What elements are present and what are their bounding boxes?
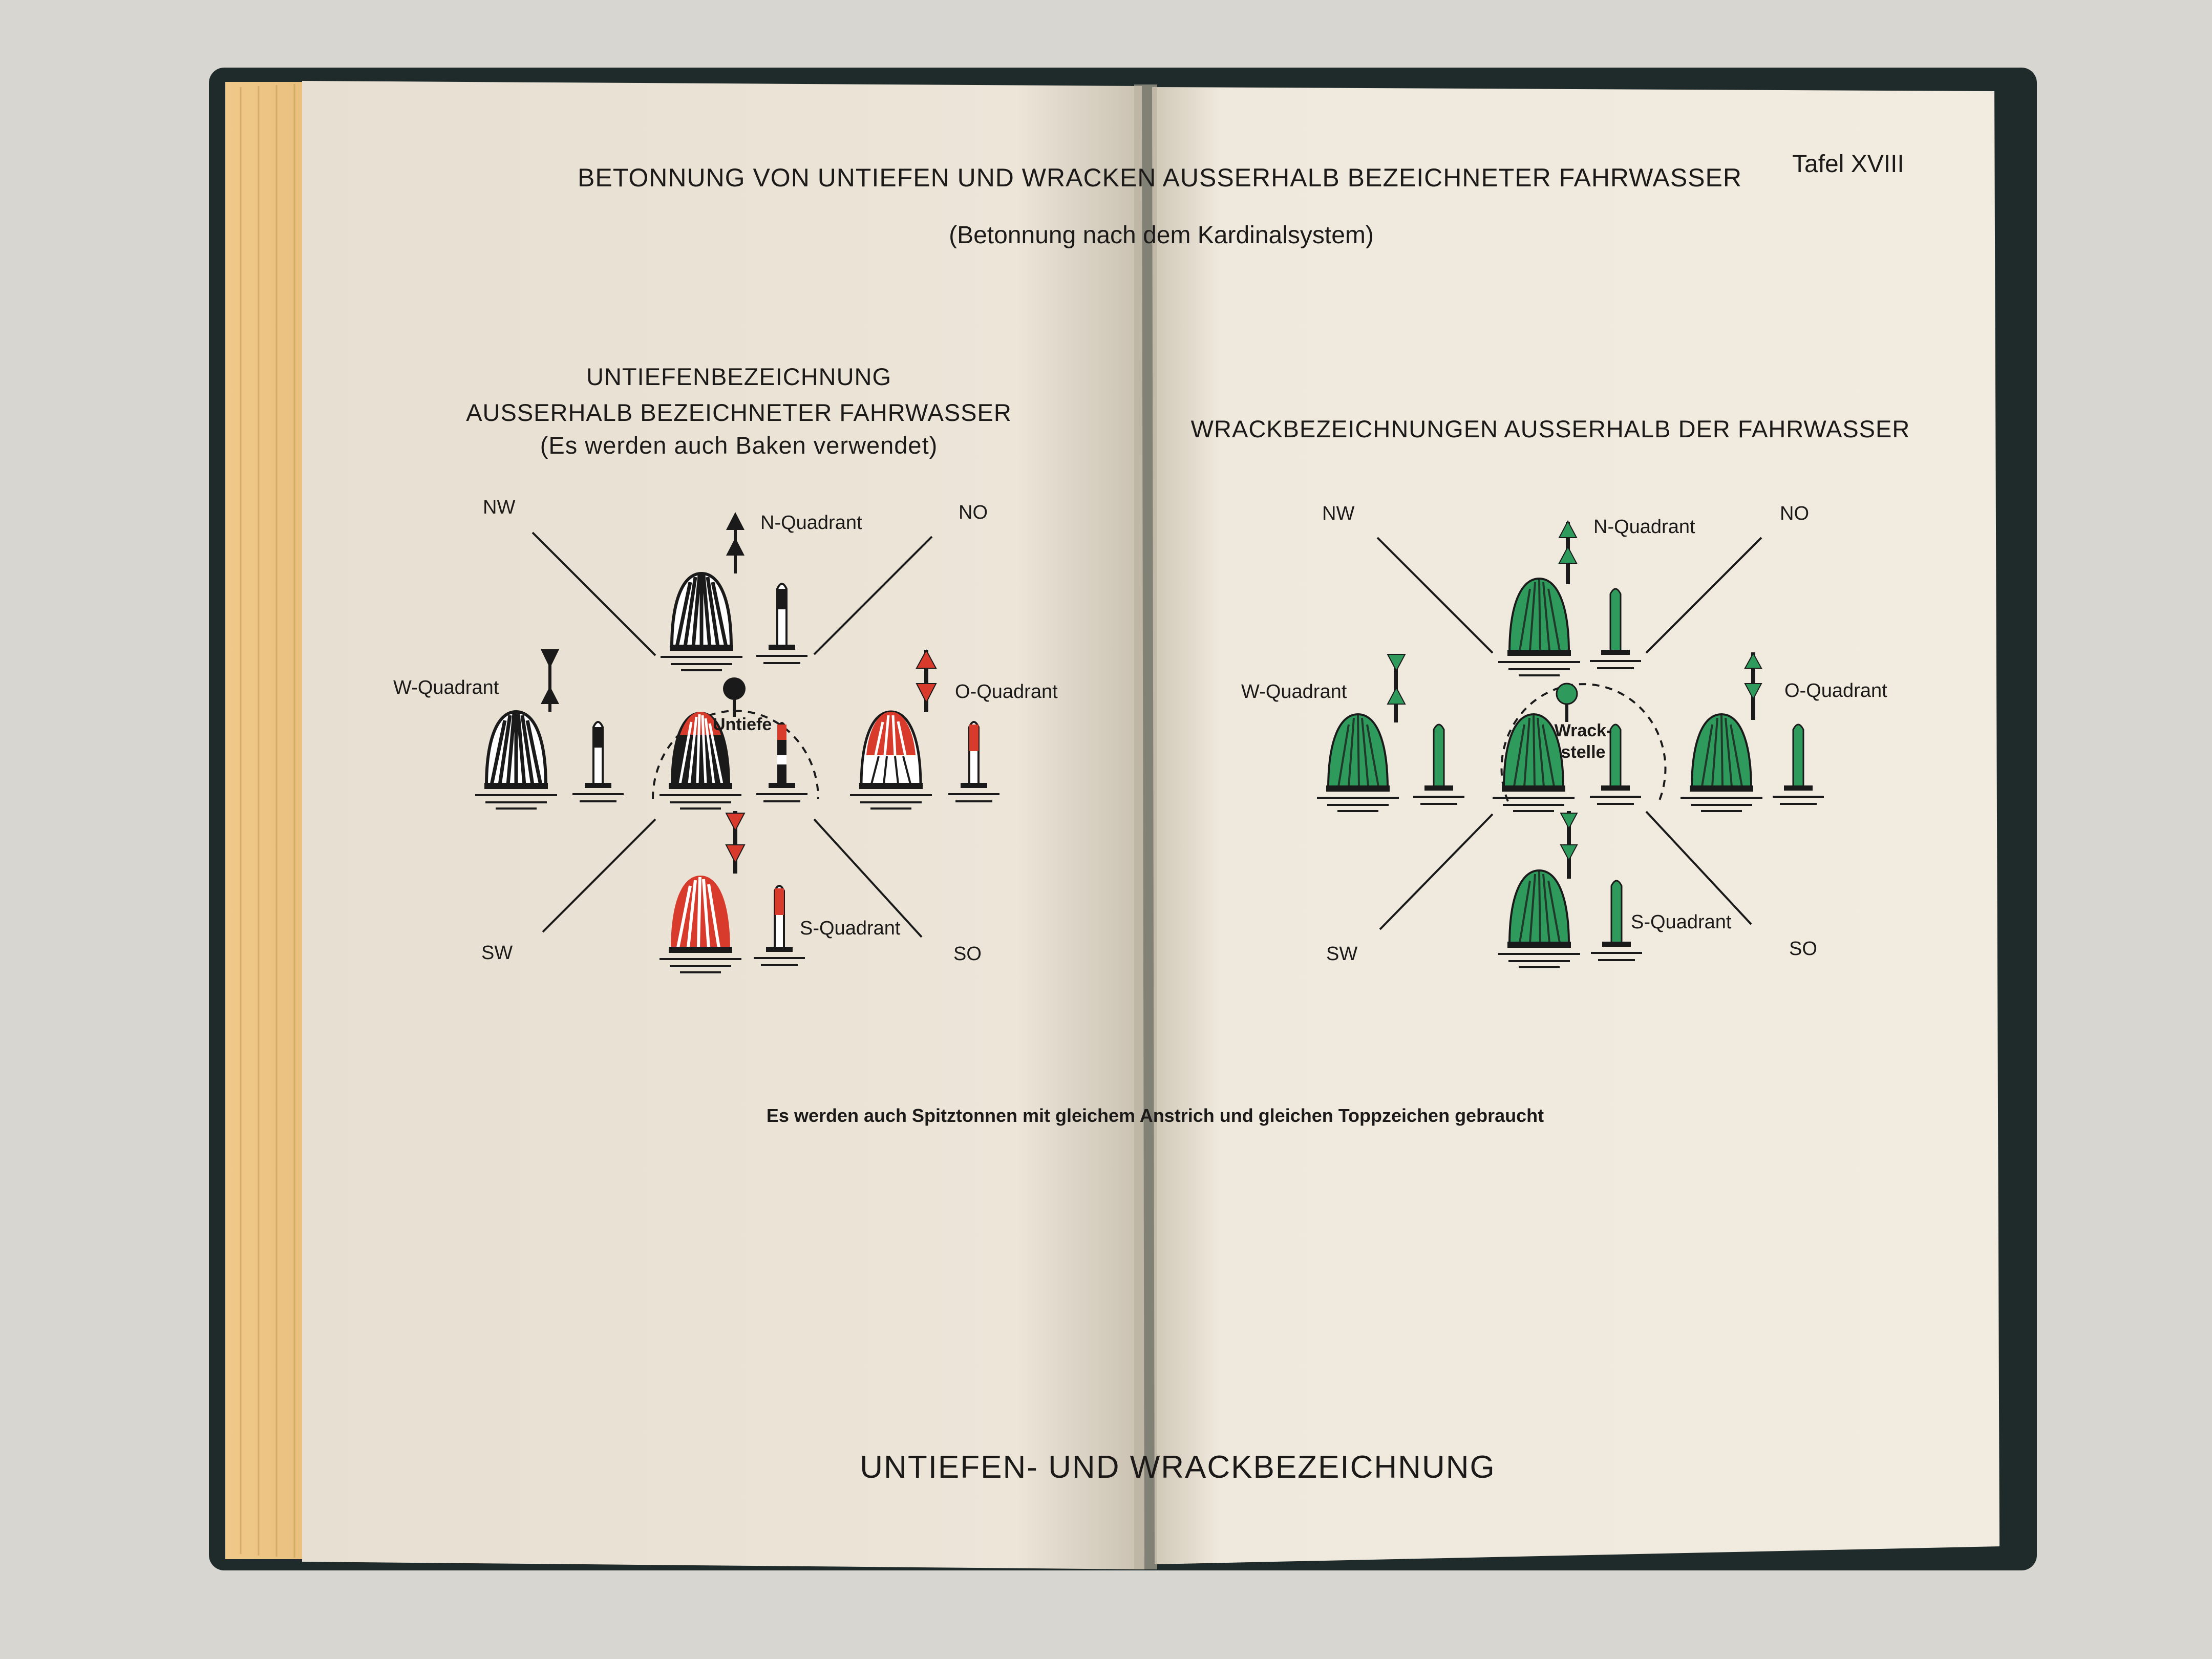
plate-subtitle: (Betonnung nach dem Kardinalsystem) [949,222,1374,249]
footnote: Es werden auch Spitztonnen mit gleichem Anstrich und gleichen Toppzeichen gebraucht [766,1105,1544,1126]
left-label-o-quadrant: O-Quadrant [955,681,1058,703]
shoal-label: Untiefe [713,715,772,734]
left-heading-line1: UNTIEFENBEZEICHNUNG [586,363,892,390]
right-label-sw: SW [1326,943,1358,965]
wreck-label-line1: Wrack- [1554,721,1612,740]
left-label-s-quadrant: S-Quadrant [800,918,901,939]
wreck-label-line2: stelle [1561,742,1606,762]
right-label-nw: NW [1322,503,1355,524]
left-label-sw: SW [481,942,513,964]
right-heading: WRACKBEZEICHNUNGEN AUSSERHALB DER FAHRWASSER [1190,415,1910,442]
left-heading-line3: (Es werden auch Baken verwendet) [540,432,938,459]
left-heading-line2: AUSSERHALB BEZEICHNETER FAHRWASSER [466,399,1012,426]
right-label-so: SO [1789,938,1817,960]
left-label-w-quadrant: W-Quadrant [393,677,499,698]
left-label-no: NO [959,502,988,523]
right-label-n-quadrant: N-Quadrant [1593,516,1695,538]
left-label-nw: NW [483,497,516,518]
left-label-n-quadrant: N-Quadrant [760,512,862,534]
bottom-title: UNTIEFEN- UND WRACKBEZEICHNUNG [860,1450,1496,1485]
wreck-label [1555,720,1612,763]
right-label-s-quadrant: S-Quadrant [1631,911,1732,933]
right-label-w-quadrant: W-Quadrant [1241,681,1347,703]
right-label-no: NO [1780,503,1809,524]
plate-title: BETONNUNG VON UNTIEFEN UND WRACKEN AUSSERHALB BEZEICHNETER FAHRWASSER [578,163,1742,192]
left-label-so: SO [953,943,982,965]
right-label-o-quadrant: O-Quadrant [1784,680,1887,701]
plate-number: Tafel XVIII [1792,151,1904,178]
